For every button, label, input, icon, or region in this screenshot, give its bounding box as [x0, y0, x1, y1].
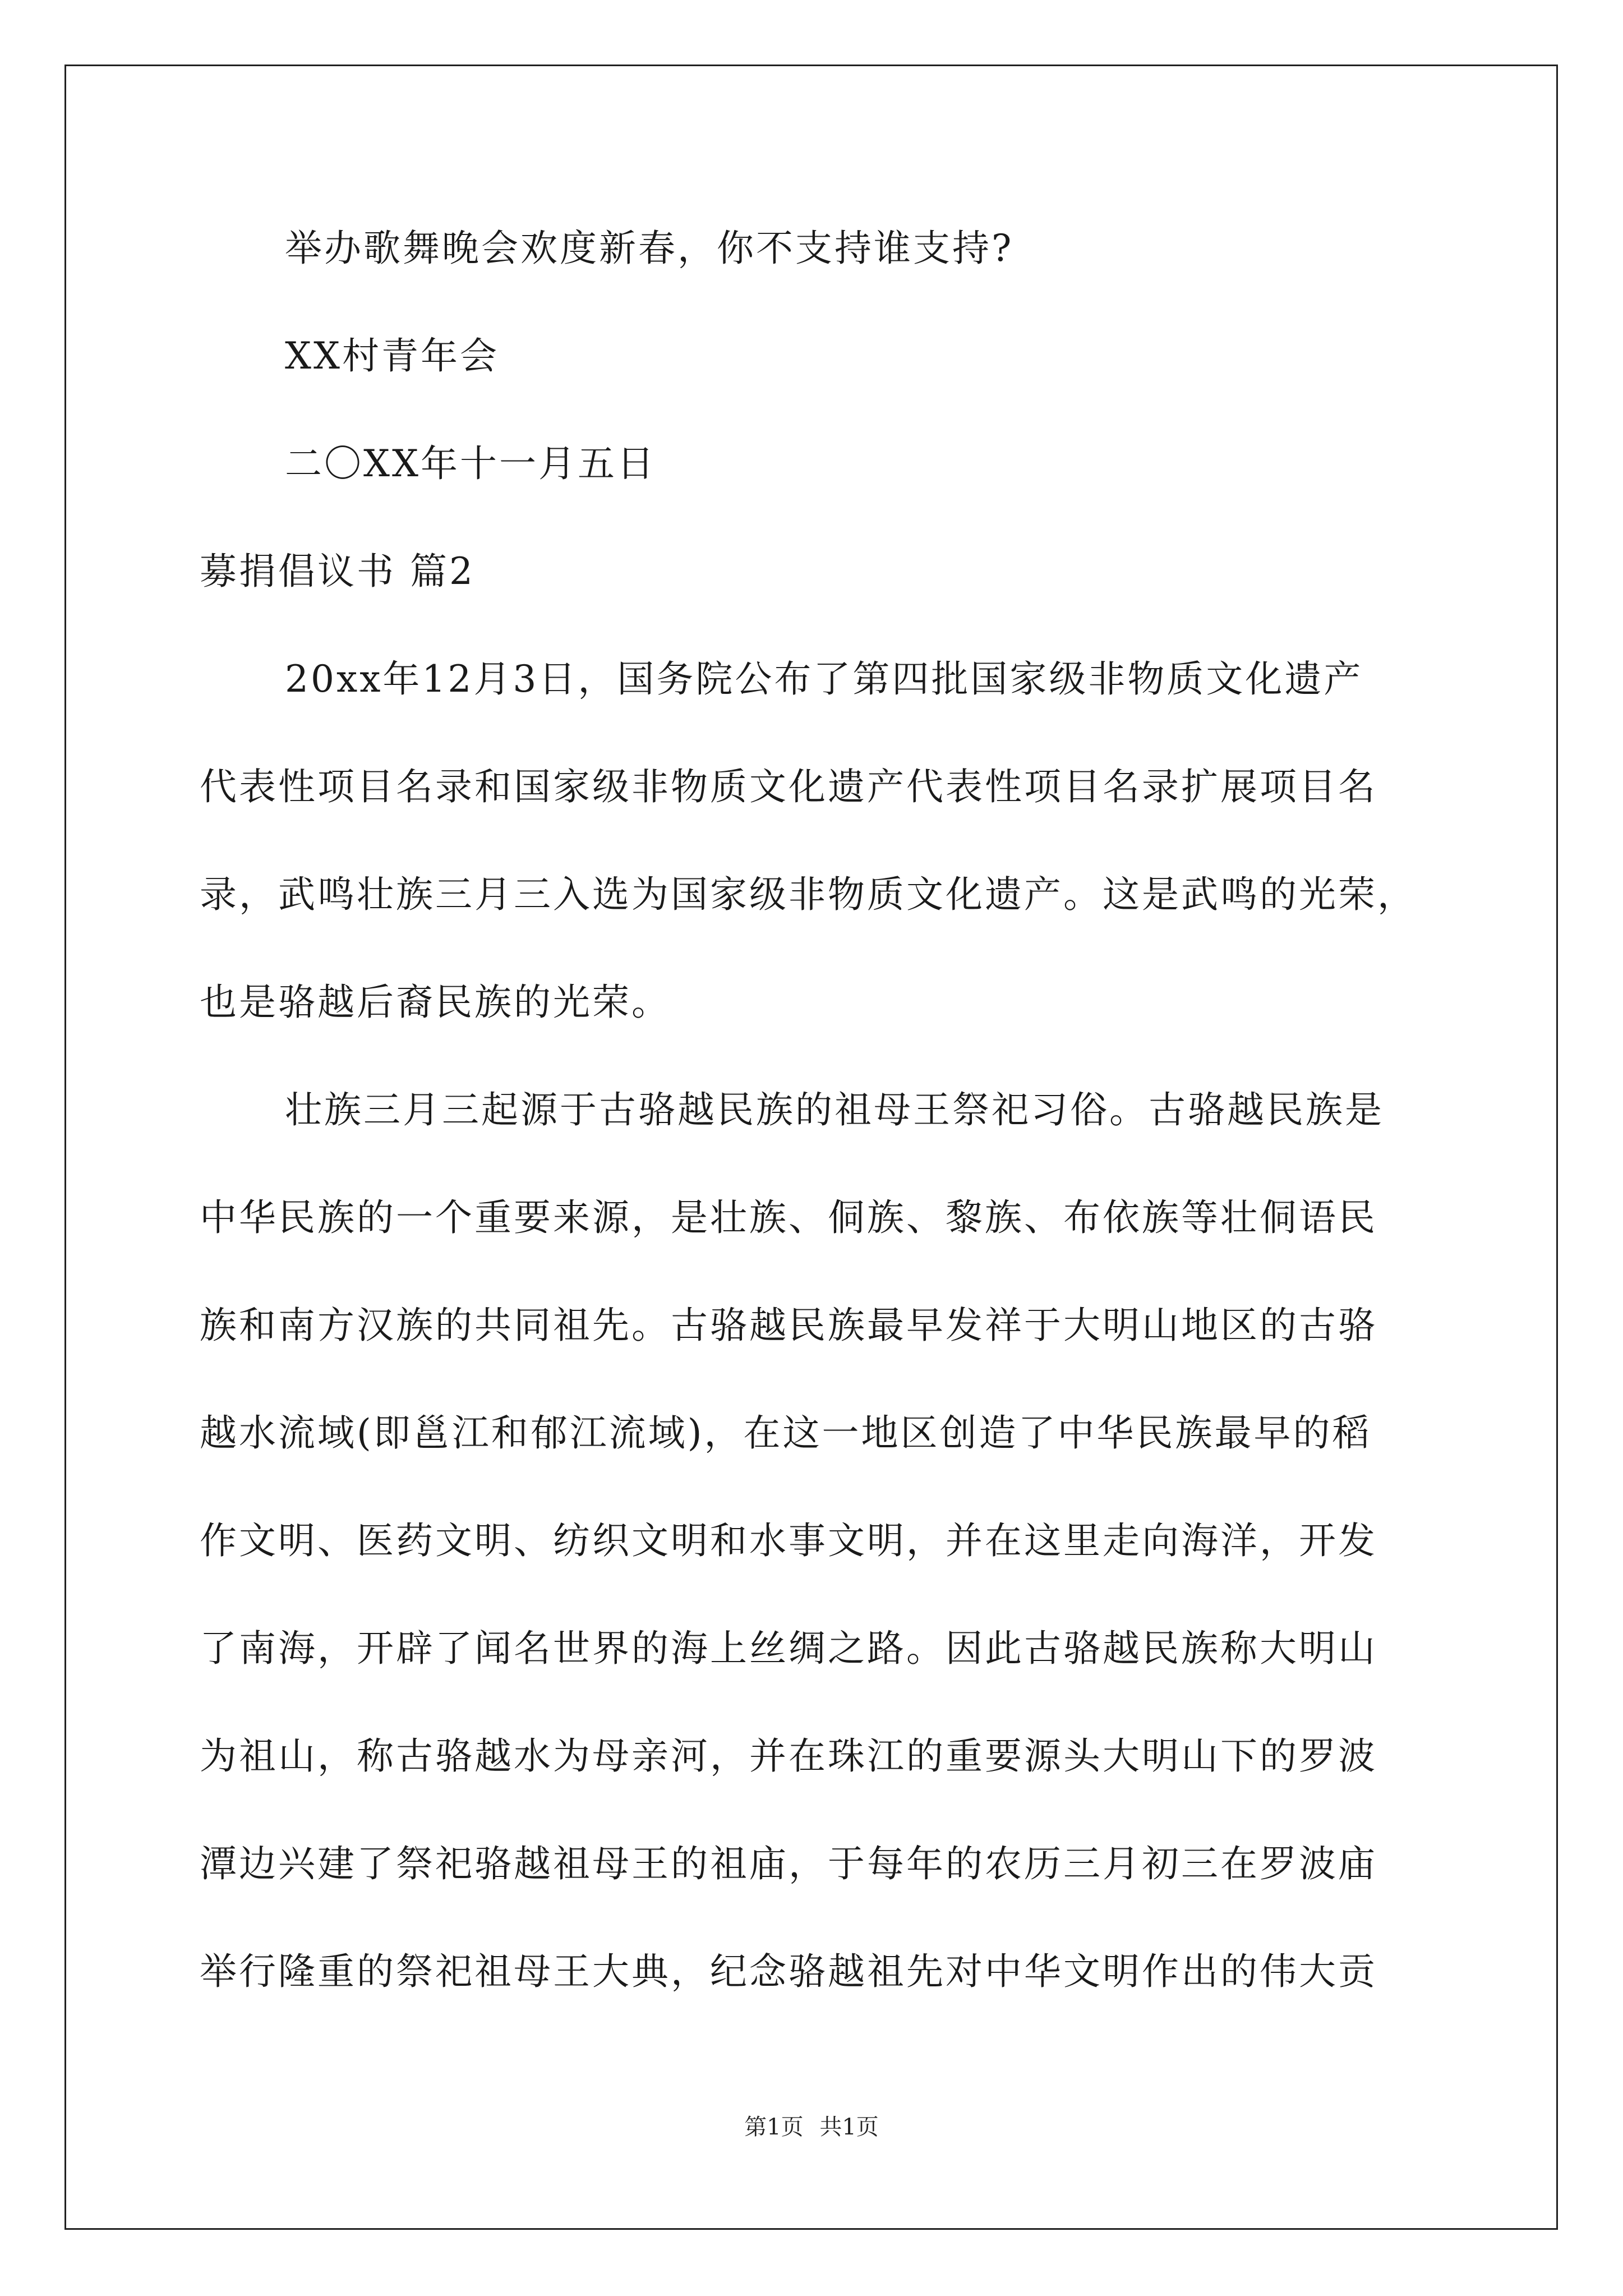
paragraph-line: 20xx年12月3日，国务院公布了第四批国家级非物质文化遗产	[285, 657, 1363, 701]
paragraph-line: 越水流域(即邕江和郁江流域)，在这一地区创造了中华民族最早的稻	[200, 1411, 1372, 1455]
section-heading: 募捐倡议书 篇2	[200, 550, 475, 593]
paragraph-line: 潭边兴建了祭祀骆越祖母王的祖庙，于每年的农历三月初三在罗波庙	[200, 1842, 1377, 1885]
signature-org: XX村青年会	[285, 334, 499, 378]
page-frame	[64, 65, 1558, 2230]
paragraph-line: 族和南方汉族的共同祖先。古骆越民族最早发祥于大明山地区的古骆	[200, 1304, 1377, 1347]
paragraph-line: 录，武鸣壮族三月三入选为国家级非物质文化遗产。这是武鸣的光荣，	[200, 873, 1417, 916]
paragraph-line: 了南海，开辟了闻名世界的海上丝绸之路。因此古骆越民族称大明山	[200, 1627, 1377, 1670]
signature-date: 二〇XX年十一月五日	[285, 442, 656, 485]
paragraph-line: 中华民族的一个重要来源，是壮族、侗族、黎族、布依族等壮侗语民	[200, 1196, 1377, 1239]
paragraph-line: 也是骆越后裔民族的光荣。	[200, 981, 671, 1024]
paragraph-line: 作文明、医药文明、纺织文明和水事文明，并在这里走向海洋，开发	[200, 1519, 1377, 1562]
paragraph-line: 代表性项目名录和国家级非物质文化遗产代表性项目名录扩展项目名	[200, 765, 1377, 808]
page-footer	[0, 2109, 1623, 2141]
paragraph-line: 为祖山，称古骆越水为母亲河，并在珠江的重要源头大明山下的罗波	[200, 1734, 1377, 1778]
paragraph-line: 壮族三月三起源于古骆越民族的祖母王祭祀习俗。古骆越民族是	[285, 1088, 1384, 1131]
page-number: 第1页	[744, 2114, 804, 2140]
page-total: 共1页	[819, 2114, 879, 2140]
paragraph-line: 举行隆重的祭祀祖母王大典，纪念骆越祖先对中华文明作出的伟大贡	[200, 1950, 1377, 1993]
paragraph-line: 举办歌舞晚会欢度新春，你不支持谁支持?	[285, 227, 1014, 270]
